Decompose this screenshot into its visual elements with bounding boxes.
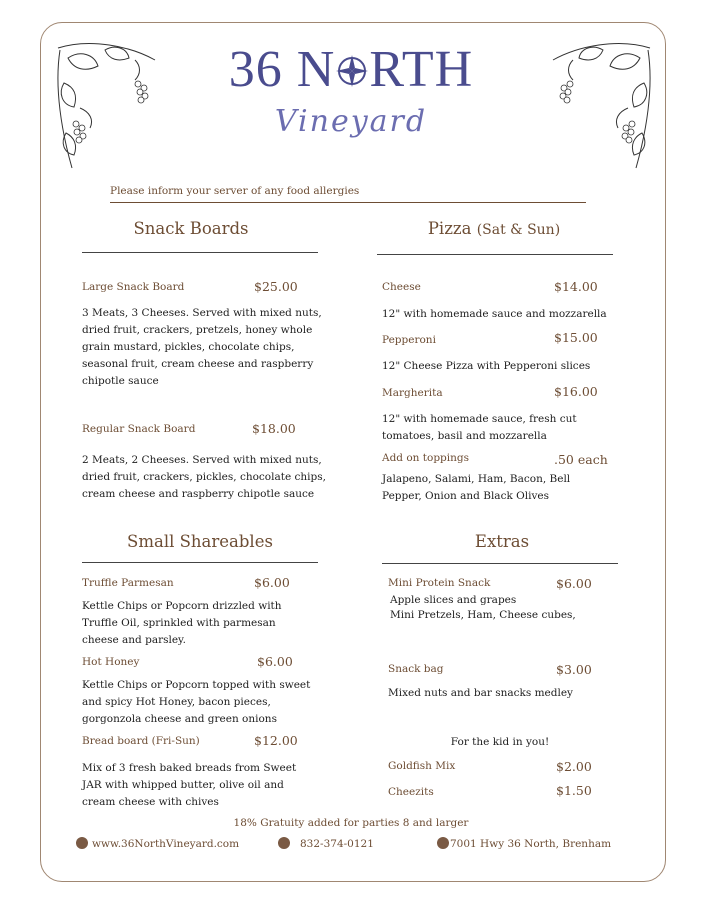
item-name: Hot Honey — [82, 656, 140, 668]
item-price: .50 each — [554, 452, 608, 467]
item-description: 12" with homemade sauce and mozzarella — [382, 308, 607, 320]
kids-heading: For the kid in you! — [450, 736, 550, 748]
address-link[interactable] — [437, 838, 611, 850]
item-description: Kettle Chips or Popcorn topped with sweet and spicy Hot Honey, bacon pieces, gorgonzola cheese and green onions — [82, 679, 311, 725]
item-description: Mini Pretzels, Ham, Cheese cubes, — [390, 609, 576, 621]
item-name: Add on toppings — [382, 452, 469, 464]
item-description: Jalapeno, Salami, Ham, Bacon, Bell Pepper, Onion and Black Olives — [382, 473, 571, 502]
item-price: $25.00 — [254, 279, 298, 294]
divider — [382, 563, 618, 564]
item-price: $3.00 — [556, 662, 592, 677]
allergy-note: Please inform your server of any food allergies — [110, 185, 360, 197]
item-description: 12" Cheese Pizza with Pepperoni slices — [382, 360, 591, 372]
item-name: Snack bag — [388, 663, 444, 675]
item-price: $16.00 — [554, 384, 598, 399]
phone-icon — [278, 837, 290, 849]
phone-link[interactable] — [278, 838, 374, 850]
pizza-title: Pizza — [427, 219, 472, 238]
gratuity-note: 18% Gratuity added for parties 8 and larger — [233, 817, 469, 829]
divider — [82, 252, 318, 253]
item-name: Margherita — [382, 387, 443, 399]
divider — [82, 562, 318, 563]
item-description: Mix of 3 fresh baked breads from Sweet JAR with whipped butter, olive oil and cream cheese with chives — [82, 762, 297, 808]
phone-text: 832-374-0121 — [300, 838, 374, 850]
brand-name-part1: 36 N — [228, 41, 336, 98]
item-name: Goldfish Mix — [388, 760, 456, 772]
brand-logo — [0, 40, 702, 99]
item-description: Apple slices and grapes — [390, 594, 517, 606]
section-title-extras: Extras — [474, 532, 530, 551]
brand-subtitle: Vineyard — [274, 104, 428, 139]
item-price: $15.00 — [554, 330, 598, 345]
item-name: Truffle Parmesan — [82, 577, 174, 589]
item-name: Pepperoni — [382, 334, 436, 346]
address-text: 7001 Hwy 36 North, Brenham — [450, 838, 612, 850]
location-icon — [437, 837, 449, 849]
item-description: Kettle Chips or Popcorn drizzled with Truffle Oil, sprinkled with parmesan cheese and parsley. — [82, 600, 282, 646]
item-price: $6.00 — [254, 575, 290, 590]
pizza-title-suffix: (Sat & Sun) — [476, 222, 561, 238]
item-name: Cheezits — [388, 786, 434, 798]
item-price: $14.00 — [554, 279, 598, 294]
item-name: Mini Protein Snack — [388, 577, 491, 589]
item-description: 2 Meats, 2 Cheeses. Served with mixed nuts, dried fruit, crackers, pickles, chocolate chips, cream cheese and raspberry chipotle sauce — [82, 454, 326, 500]
item-price: $6.00 — [257, 654, 293, 669]
item-name: Regular Snack Board — [82, 423, 196, 435]
item-price: $1.50 — [556, 783, 592, 798]
divider — [110, 202, 586, 203]
item-price: $2.00 — [556, 759, 592, 774]
item-description: 12" with homemade sauce, fresh cut tomatoes, basil and mozzarella — [382, 413, 577, 442]
item-description: 3 Meats, 3 Cheeses. Served with mixed nuts, dried fruit, crackers, pretzels, honey whole grain mustard, pickles, chocolate chips, seasonal fruit, cream cheese and raspberry chipotle sauce — [82, 307, 322, 387]
section-title-small-shareables: Small Shareables — [127, 532, 273, 551]
website-text: www.36NorthVineyard.com — [92, 838, 240, 850]
item-description: Mixed nuts and bar snacks medley — [388, 687, 573, 699]
item-price: $12.00 — [254, 733, 298, 748]
compass-icon — [335, 54, 369, 88]
item-name: Large Snack Board — [82, 281, 185, 293]
divider — [377, 254, 613, 255]
item-name: Bread board (Fri-Sun) — [82, 735, 200, 747]
brand-name-part2: RTH — [369, 41, 474, 98]
section-title-snack-boards: Snack Boards — [133, 219, 249, 238]
section-title-pizza — [382, 219, 606, 238]
item-price: $6.00 — [556, 576, 592, 591]
item-price: $18.00 — [252, 421, 296, 436]
website-link[interactable] — [76, 838, 239, 850]
globe-icon — [76, 837, 88, 849]
item-name: Cheese — [382, 281, 421, 293]
